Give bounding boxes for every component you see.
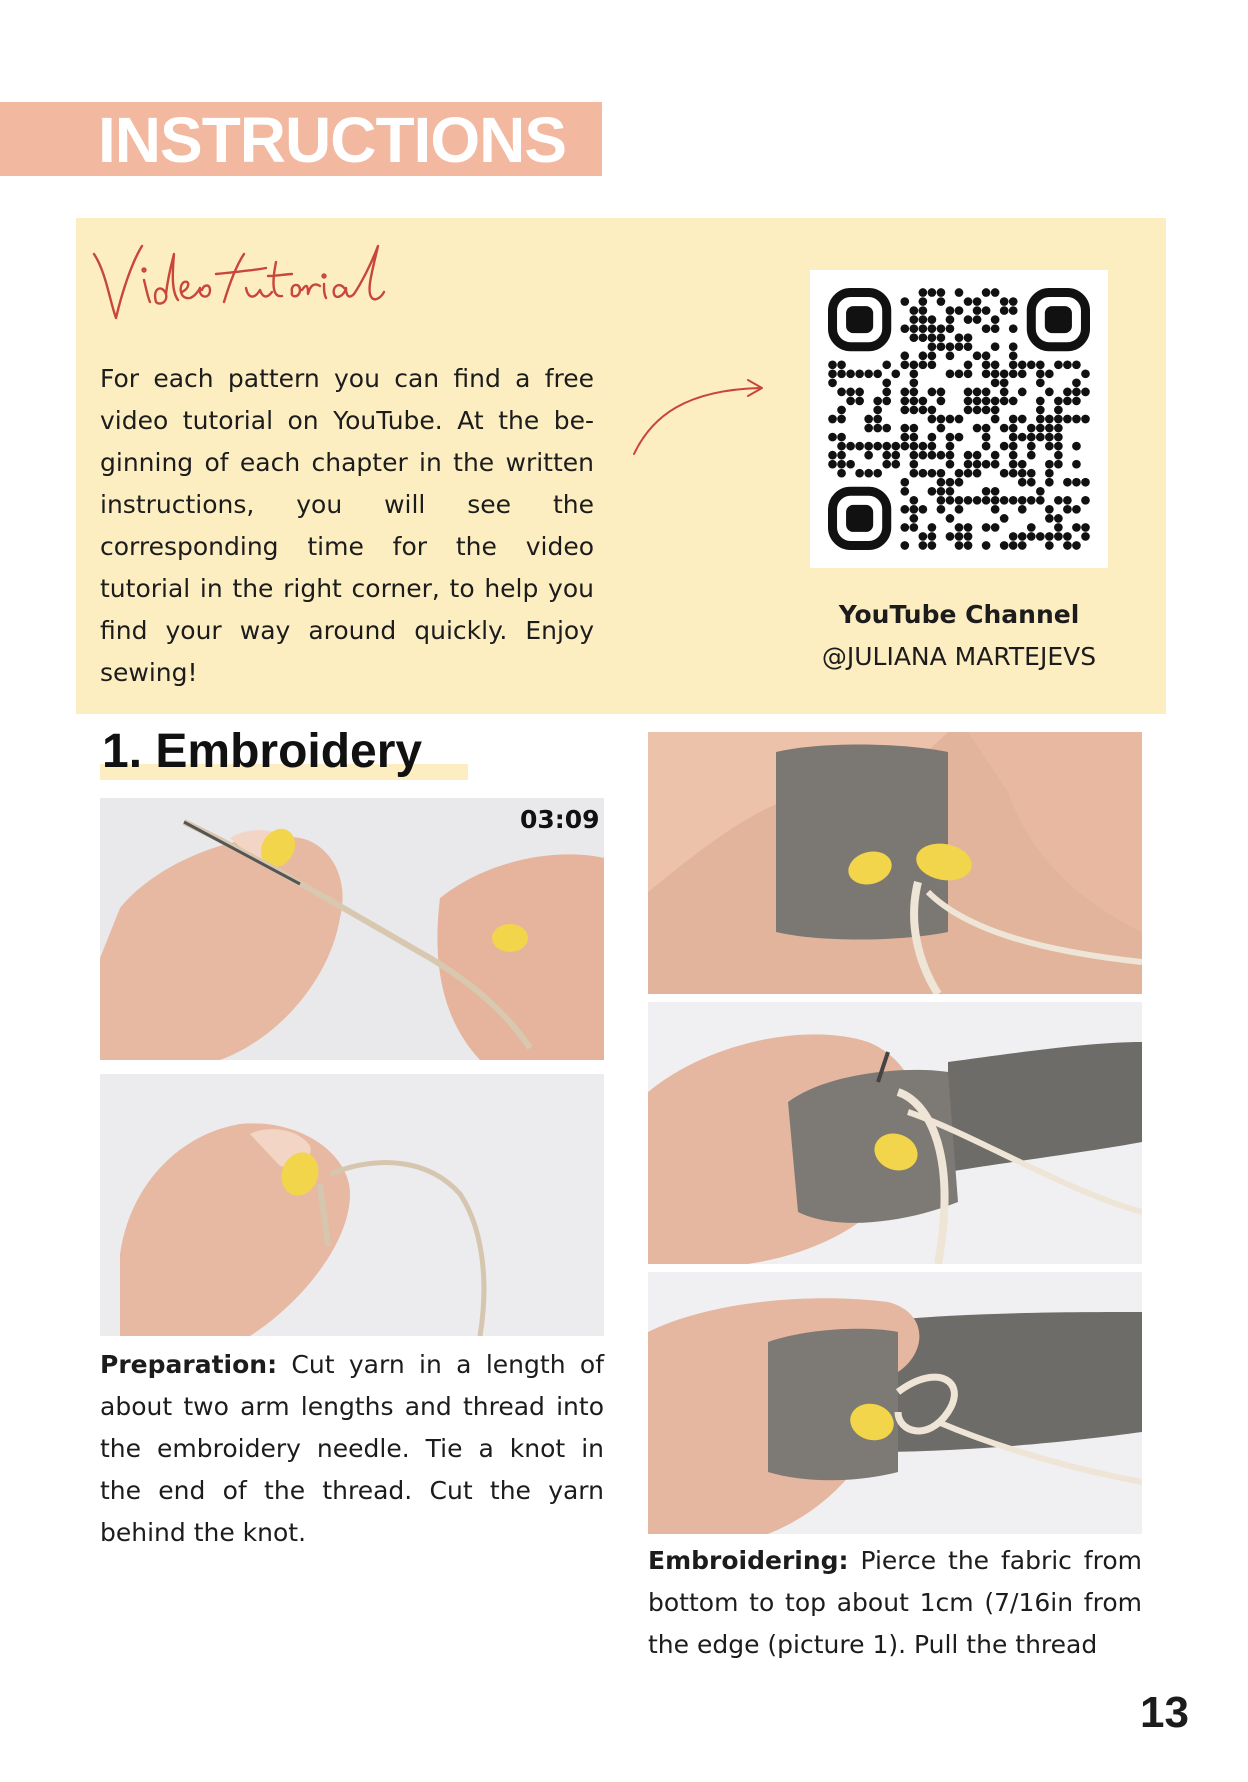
embroidering-label: Embroidering: [648, 1546, 849, 1575]
preparation-text: Cut yarn in a length of about two arm lengths and thread into the embroidery needle. Tie a knot in the end of the thread. Cut the yarn behind the knot. [100, 1350, 604, 1547]
youtube-channel-handle[interactable]: @JULIANA MARTEJEVS [821, 642, 1097, 671]
youtube-qr-code[interactable] [810, 270, 1108, 568]
preparation-label: Preparation: [100, 1350, 278, 1379]
preparation-paragraph [100, 1344, 604, 1554]
photo-embroidering-1 [648, 732, 1142, 994]
video-tutorial-script-logo [86, 232, 446, 332]
curved-arrow-icon [628, 368, 778, 460]
section-title: 1. Embroidery [102, 725, 423, 778]
video-timestamp[interactable]: 03:09 [520, 805, 600, 834]
embroidering-text: Pierce the fabric from bottom to top about 1cm (7/16in from the edge (picture 1). Pull the thread [648, 1546, 1142, 1659]
page-number: 13 [1140, 1688, 1189, 1737]
photo-threading-needle [100, 798, 604, 1060]
youtube-channel-label: YouTube Channel [838, 600, 1080, 629]
photo-embroidering-3 [648, 1272, 1142, 1534]
embroidering-paragraph [648, 1540, 1142, 1666]
photo-embroidering-2 [648, 1002, 1142, 1264]
video-tutorial-description: For each pattern you can find a free video tutorial on YouTube. At the beginning of each chapter in the written instructions, you will see the corresponding time for the video tutorial in the right corner, to help you find your way around quickly. Enjoy sewing! [100, 364, 594, 687]
page-heading: INSTRUCTIONS [98, 104, 566, 176]
photo-tying-knot [100, 1074, 604, 1336]
